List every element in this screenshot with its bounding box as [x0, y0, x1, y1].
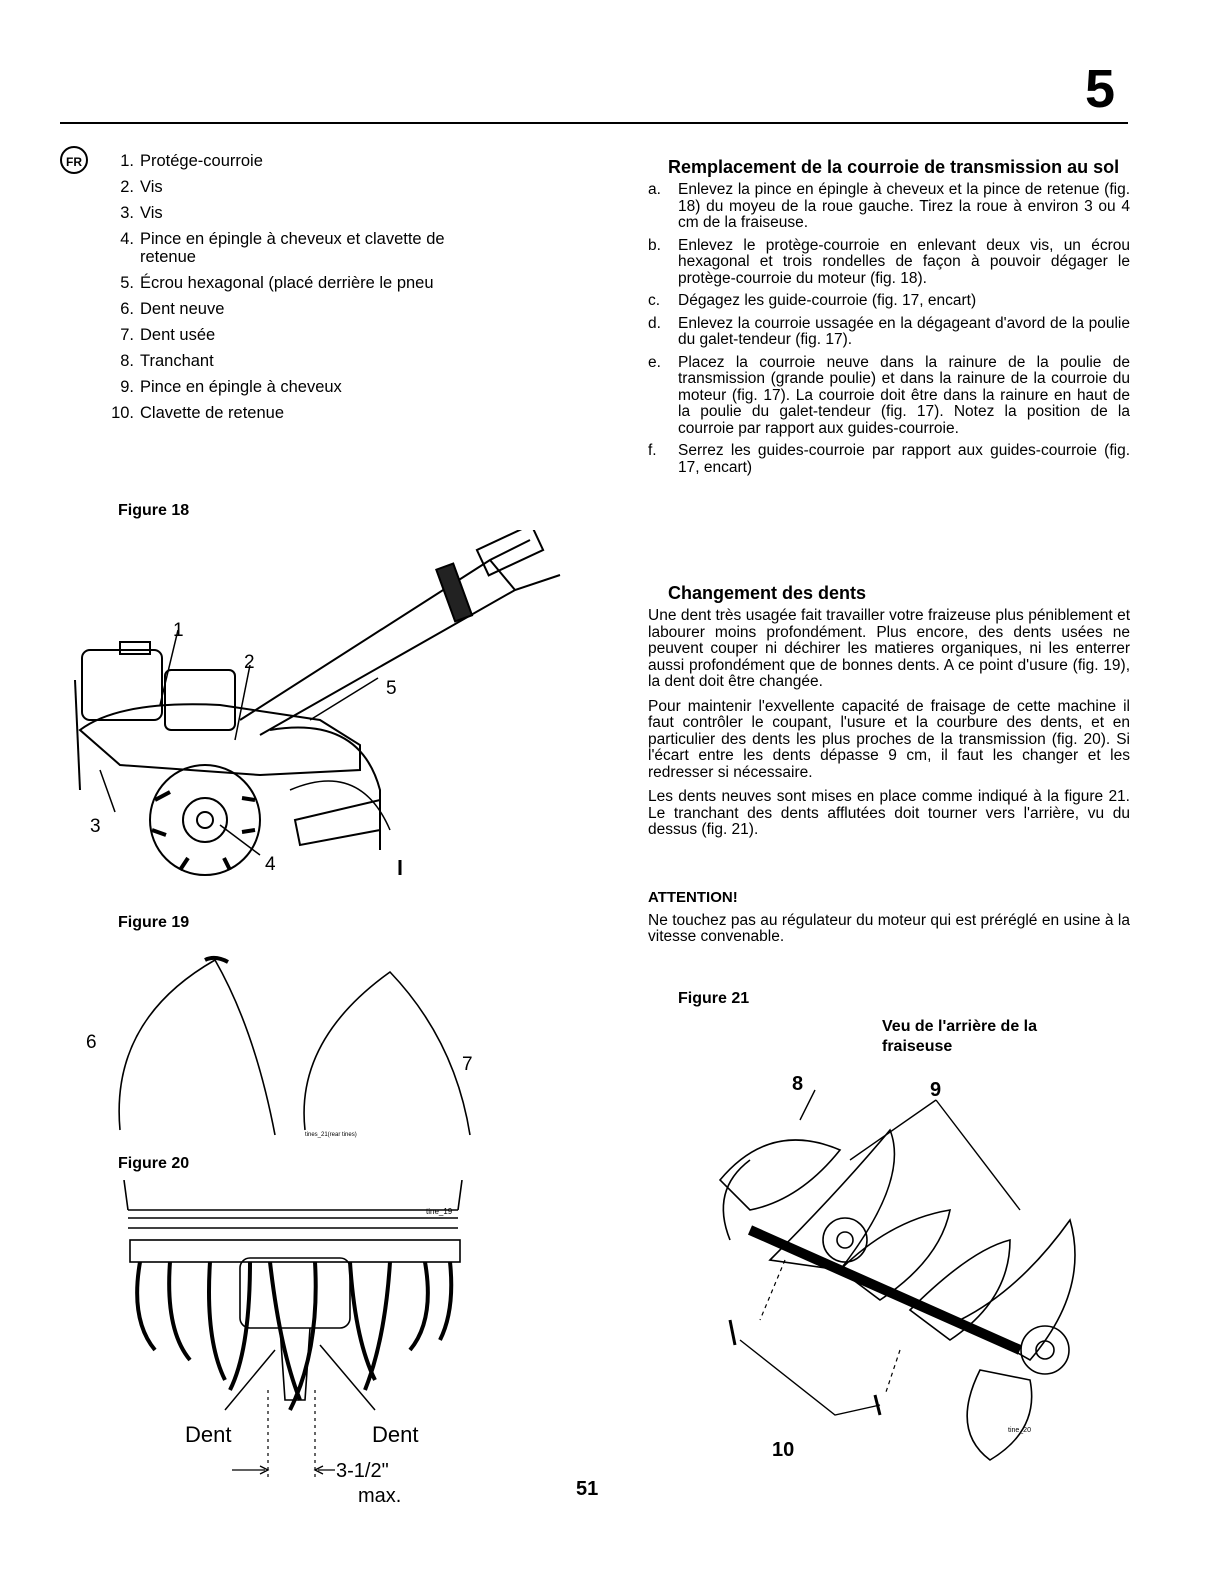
- legend-text: Pince en épingle à cheveux: [140, 378, 342, 396]
- warning-text: Ne touchez pas au régulateur du moteur qui est préréglé en usine à la vitesse convenable.: [648, 911, 1130, 945]
- fig18-callout-4: 4: [265, 854, 276, 875]
- legend-num: 5.: [120, 274, 134, 292]
- parts-legend: [100, 148, 500, 426]
- warning-title: ATTENTION!: [648, 889, 738, 906]
- fig18-callout-2: 2: [244, 652, 255, 673]
- fig21-callout-10: 10: [772, 1439, 795, 1461]
- tine-paragraph: Une dent très usagée fait travailler votre fraizeuse plus péniblement et labourer moins profondément. Plus encore, des dents usées ne peuvent couper ni déchirer les matieres organiques, ni les enterrer aussi profondément que de bonnes dents. A ce point d'usure (fig. 19), la dent doit être changée.: [648, 607, 1130, 690]
- fig18-callout-5: 5: [386, 678, 397, 699]
- step-item: [648, 443, 1130, 476]
- fig18-callout-3: 3: [90, 816, 101, 837]
- legend-text: Dent neuve: [140, 300, 225, 318]
- fig21-file-tag: tine_20: [1008, 1427, 1031, 1434]
- warning-box: [648, 890, 1130, 954]
- legend-text: Tranchant: [140, 352, 214, 370]
- step-text: Placez la courroie neuve dans la rainure de la poulie de transmission (grande poulie) et dans la rainure de la courroie du moteur (fig. 17). La courroie doit être dans la rainure en haut de la poulie du galet-tendeur (fig. 17). Notez la position de la courroie par rapport aux guides-courroie.: [678, 353, 1130, 437]
- fig20-label-left: Dent: [185, 1422, 232, 1447]
- legend-item: [100, 374, 500, 400]
- legend-num: 4.: [120, 230, 134, 248]
- figure-18-tiller-illustration: [60, 530, 580, 890]
- step-letter: d.: [648, 314, 661, 332]
- legend-item: [100, 200, 500, 226]
- tine-paragraph: Pour maintenir l'exvellente capacité de fraisage de cette machine il faut contrôler le coupant, l'usure et la courbure des dents, et en particulier des dents les plus proches de la transmission (fig. 20). Si l'écart entre les dents dépasse 9 cm, il faut les changer et les redresser si nécessaire.: [648, 697, 1130, 781]
- legend-text: Vis: [140, 204, 163, 222]
- legend-item: [100, 148, 500, 174]
- legend-num: 3.: [120, 204, 134, 222]
- chapter-number: 5: [1085, 59, 1116, 119]
- step-text: Enlevez la pince en épingle à cheveux et la pince de retenue (fig. 18) du moyeu de la roue gauche. Tirez la roue à environ 3 ou 4 cm de la fraiseuse.: [678, 181, 1130, 231]
- fig20-dimension: 3-1/2": [336, 1460, 389, 1482]
- step-letter: c.: [648, 292, 661, 309]
- figure-19-title: Figure 19: [118, 914, 190, 931]
- step-item: [648, 316, 1130, 349]
- fig19-file-tag: tines_21(rear tines): [305, 1132, 357, 1138]
- header-rule: [60, 122, 1128, 124]
- legend-text: Écrou hexagonal (placé derrière le pneu: [140, 274, 434, 292]
- fig19-callout-6: 6: [86, 1032, 97, 1053]
- tine-change-section: [648, 582, 1130, 847]
- legend-item: [100, 348, 500, 374]
- fig20-label-right: Dent: [372, 1422, 419, 1447]
- legend-item: [100, 174, 500, 200]
- legend-num: 6.: [120, 300, 134, 318]
- legend-item: [100, 226, 500, 270]
- legend-item: [100, 400, 500, 426]
- step-text: Dégagez les guide-courroie (fig. 17, encart): [678, 292, 977, 309]
- tine-paragraph: Les dents neuves sont mises en place comme indiqué à la figure 21. Le tranchant des dents afflutées doit tourner vers l'arrière, vu du dessus (fig. 21).: [648, 788, 1130, 838]
- figure-21-caption: Veu de l'arrière de la fraiseuse: [882, 1018, 1037, 1055]
- figure-19-tine-comparison: [80, 950, 480, 1150]
- legend-item: [100, 296, 500, 322]
- step-text: Enlevez le protège-courroie en enlevant deux vis, un écrou hexagonal et trois rondelles de façon à pouvoir dégager le protège-courroie du moteur (fig. 18).: [678, 236, 1130, 287]
- fig20-file-tag: tine_19: [426, 1207, 453, 1216]
- belt-steps-list: [648, 182, 1130, 476]
- step-text: Serrez les guides-courroie par rapport aux guides-courroie (fig. 17, encart): [678, 442, 1130, 476]
- language-badge: FR: [60, 146, 88, 174]
- step-letter: a.: [648, 181, 661, 198]
- step-item: [648, 355, 1130, 438]
- legend-num: 1.: [120, 152, 134, 170]
- legend-text: Clavette de retenue: [140, 404, 285, 422]
- legend-item: [100, 270, 500, 296]
- legend-text: Pince en épingle à cheveux et clavette de retenue: [140, 230, 445, 266]
- page-number: 51: [576, 1478, 599, 1500]
- legend-text: Dent usée: [140, 326, 216, 344]
- legend-text: Vis: [140, 178, 163, 196]
- legend-num: 7.: [120, 326, 134, 344]
- fig18-callout-1: 1: [173, 620, 184, 641]
- legend-num: 9.: [120, 378, 134, 396]
- step-letter: b.: [648, 236, 661, 254]
- fig21-callout-9: 9: [930, 1079, 942, 1101]
- section-1-title: Remplacement de la courroie de transmission au sol: [668, 157, 1120, 177]
- fig21-callout-8: 8: [792, 1073, 804, 1095]
- legend-text: Protége-courroie: [140, 152, 263, 170]
- figure-18-title: Figure 18: [118, 502, 190, 519]
- figure-21-title: Figure 21: [678, 990, 750, 1007]
- step-item: [648, 238, 1130, 288]
- legend-item: [100, 322, 500, 348]
- figure-21-tine-assembly: [690, 1060, 1090, 1470]
- section-2-title: Changement des dents: [668, 583, 867, 603]
- step-letter: f.: [648, 442, 657, 459]
- belt-replacement-section: [648, 156, 1130, 482]
- step-item: [648, 293, 1130, 310]
- step-item: [648, 182, 1130, 232]
- legend-num: 2.: [120, 178, 134, 196]
- legend-num: 8.: [120, 352, 134, 370]
- step-text: Enlevez la courroie ussagée en la dégageant d'avord de la poulie du galet-tendeur (fig. 17).: [678, 314, 1130, 348]
- figure-20-tine-spacing: [110, 1180, 480, 1510]
- legend-num: 10.: [111, 404, 134, 422]
- fig20-dimension-suffix: max.: [358, 1485, 402, 1507]
- step-letter: e.: [648, 353, 661, 371]
- figure-20-title: Figure 20: [118, 1155, 190, 1172]
- fig19-callout-7: 7: [462, 1054, 473, 1075]
